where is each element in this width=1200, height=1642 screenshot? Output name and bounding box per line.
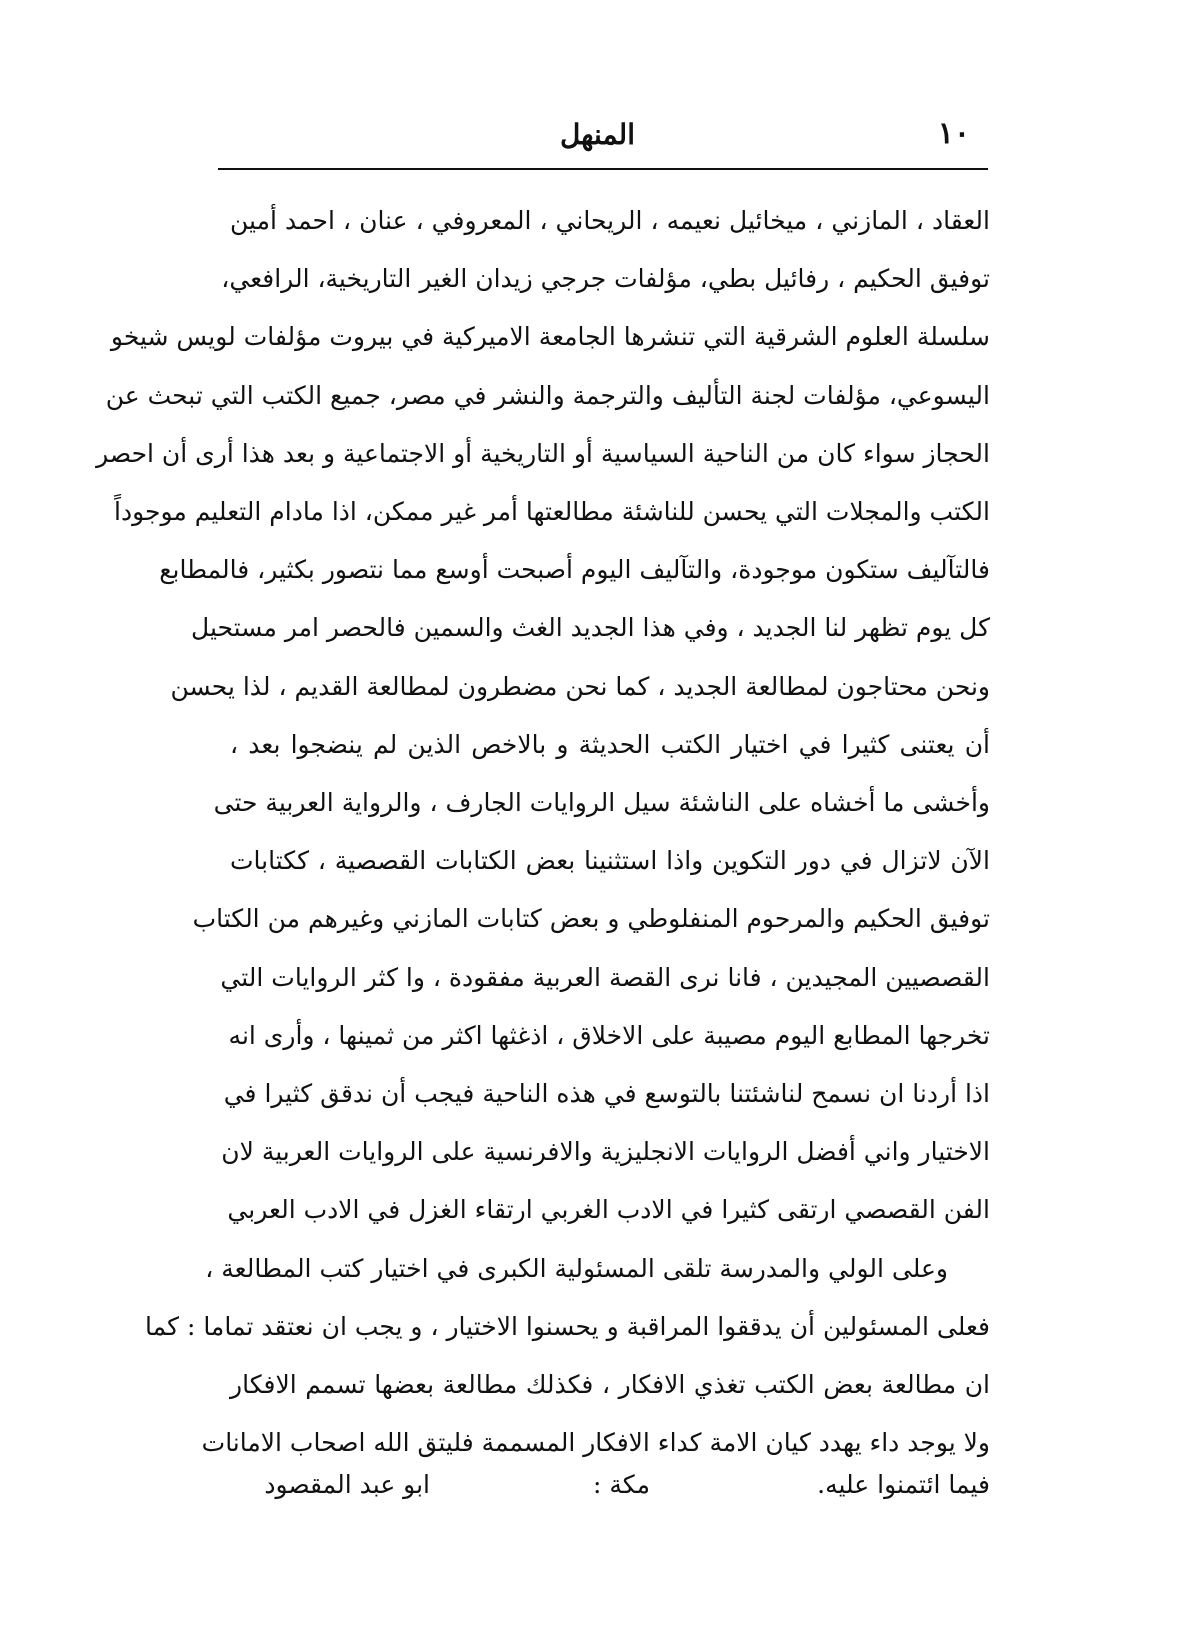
- text-line: وأخشى ما أخشاه على الناشئة سيل الروايات الجارف ، والرواية العربية حتى: [213, 788, 990, 818]
- page-header: [210, 108, 990, 158]
- text-line: ان مطالعة بعض الكتب تغذي الافكار ، فكذلك مطالعة بعضها تسمم الافكار: [230, 1370, 990, 1400]
- text-line: توفيق الحكيم والمرحوم المنفلوطي و بعض كتابات المازني وغيرهم من الكتاب: [192, 904, 990, 934]
- text-line: فعلى المسئولين أن يدققوا المراقبة و يحسنوا الاختيار ، و يجب ان نعتقد تماما : كما: [145, 1311, 990, 1341]
- text-line: ونحن محتاجون لمطالعة الجديد ، كما نحن مضطرون لمطالعة القديم ، لذا يحسن: [170, 671, 990, 701]
- text-line: القصصيين المجيدين ، فانا نرى القصة العربية مفقودة ، وا كثر الروايات التي: [220, 962, 990, 992]
- signature-author: ابو عبد المقصود: [264, 1470, 430, 1499]
- signature-place: مكة :: [593, 1470, 650, 1499]
- page-number: ١٠: [937, 116, 970, 151]
- text-line: الاختيار واني أفضل الروايات الانجليزية والافرنسية على الروايات العربية لان: [221, 1137, 990, 1167]
- text-line: أن يعتنى كثيرا في اختيار الكتب الحديثة و بالاخص الذين لم ينضجوا بعد ،: [230, 729, 990, 759]
- text-line: اليسوعي، مؤلفات لجنة التأليف والترجمة والنشر في مصر، جميع الكتب التي تبحث عن: [105, 380, 990, 410]
- header-divider: [218, 168, 988, 170]
- text-line: توفيق الحكيم ، رفائيل بطي، مؤلفات جرجي زيدان الغير التاريخية، الرافعي،: [221, 264, 990, 294]
- text-line: الكتب والمجلات التي يحسن للناشئة مطالعتها أمر غير ممكن، اذا مادام التعليم موجوداً: [114, 497, 990, 527]
- text-line: العقاد ، المازني ، ميخائيل نعيمه ، الريحاني ، المعروفي ، عنان ، احمد أمين: [230, 206, 990, 235]
- text-line: وعلى الولي والمدرسة تلقى المسئولية الكبرى في اختيار كتب المطالعة ،: [205, 1253, 948, 1283]
- signature-line: [240, 1470, 990, 1526]
- text-line: سلسلة العلوم الشرقية التي تنشرها الجامعة الاميركية في بيروت مؤلفات لويس شيخو: [110, 322, 990, 352]
- text-line: الحجاز سواء كان من الناحية السياسية أو التاريخية أو الاجتماعية و بعد هذا أرى أن احصر: [96, 438, 990, 468]
- text-line: تخرجها المطابع اليوم مصيبة على الاخلاق ، اذغثها اكثر من ثمينها ، وأرى انه: [228, 1020, 990, 1050]
- text-line: الفن القصصي ارتقى كثيرا في الادب الغربي ارتقاء الغزل في الادب العربي: [227, 1195, 990, 1225]
- text-line: فالتآليف ستكون موجودة، والتآليف اليوم أصبحت أوسع مما نتصور بكثير، فالمطابع: [159, 555, 990, 585]
- text-line: الآن لاتزال في دور التكوين واذا استثنينا بعض الكتابات القصصية ، ككتابات: [230, 846, 990, 876]
- closing-text: فيما ائتمنوا عليه.: [817, 1470, 990, 1499]
- article-body: [96, 192, 990, 1472]
- text-line: كل يوم تظهر لنا الجديد ، وفي هذا الجديد الغث والسمين فالحصر امر مستحيل: [191, 613, 990, 643]
- text-line: ولا يوجد داء يهدد كيان الامة كداء الافكار المسممة فليتق الله اصحاب الامانات: [201, 1428, 990, 1458]
- running-title: المنهل: [559, 118, 635, 151]
- text-line: اذا أردنا ان نسمح لناشئتنا بالتوسع في هذه الناحية فيجب أن ندقق كثيرا في: [223, 1079, 990, 1109]
